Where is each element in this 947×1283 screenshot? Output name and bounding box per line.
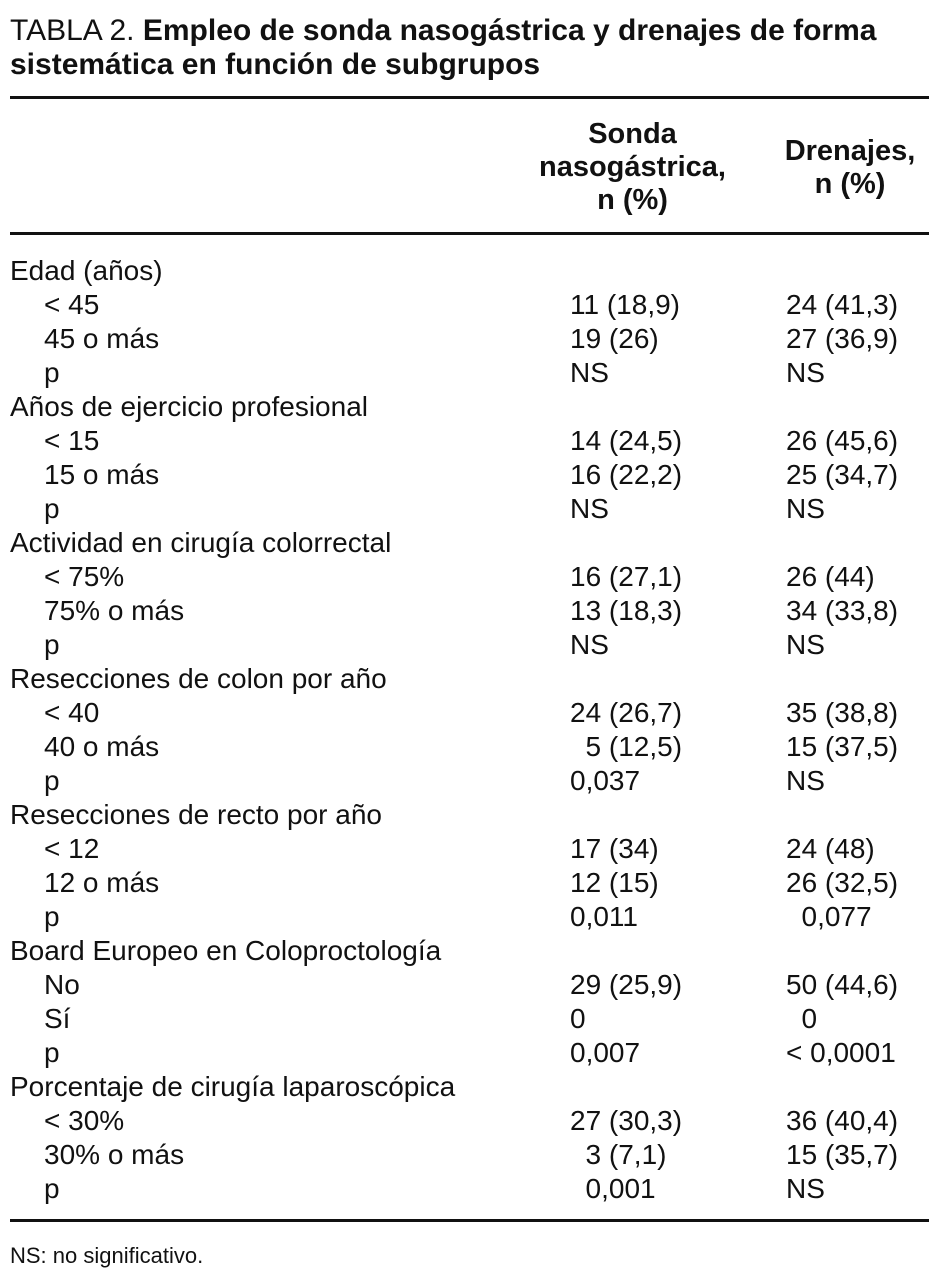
table-row [0, 458, 947, 492]
column-header-line: Drenajes, [784, 135, 916, 167]
cell-sonda: NS [570, 629, 609, 660]
cell-sonda: 0,007 [570, 1037, 641, 1068]
cell-sonda: 0,011 [570, 901, 638, 932]
row-label: Sí [44, 1003, 71, 1034]
cell-drenajes: 26 (44) [786, 561, 875, 592]
cell-drenajes: 26 (32,5) [786, 867, 899, 898]
group-header-row [0, 798, 947, 832]
cell-sonda: 27 (30,3) [570, 1105, 683, 1136]
cell-sonda: 11 (18,9) [570, 289, 680, 320]
row-label: 15 o más [44, 459, 160, 490]
table-row [0, 866, 947, 900]
column-header-line: Sonda [588, 118, 677, 150]
group-label: Porcentaje de cirugía laparoscópica [10, 1071, 456, 1102]
cell-drenajes: 25 (34,7) [786, 459, 899, 490]
row-label: < 12 [44, 833, 100, 864]
group-label: Actividad en cirugía colorrectal [10, 527, 392, 558]
row-label: < 45 [44, 289, 100, 320]
table-row [0, 696, 947, 730]
row-label: 45 o más [44, 323, 160, 354]
group-label: Años de ejercicio profesional [10, 391, 368, 422]
cell-drenajes: 50 (44,6) [786, 969, 899, 1000]
table-row [0, 288, 947, 322]
cell-drenajes: 15 (37,5) [786, 731, 899, 762]
cell-sonda: 13 (18,3) [570, 595, 683, 626]
column-header-line: n (%) [814, 168, 886, 200]
row-label: p [44, 765, 60, 796]
table-row [0, 832, 947, 866]
table-body [0, 254, 947, 1206]
group-label: Resecciones de recto por año [10, 799, 382, 830]
table-row [0, 356, 947, 390]
row-label: p [44, 357, 60, 388]
table-row [0, 594, 947, 628]
group-label: Board Europeo en Coloproctología [10, 935, 442, 966]
cell-drenajes: 0,077 [786, 901, 872, 932]
cell-drenajes: 0 [786, 1003, 818, 1034]
header-rule [10, 232, 929, 235]
table-row [0, 322, 947, 356]
cell-drenajes: NS [786, 357, 825, 388]
table-row [0, 1172, 947, 1206]
row-label: 30% o más [44, 1139, 185, 1170]
row-label: No [44, 969, 80, 1000]
cell-sonda: 0,037 [570, 765, 641, 796]
column-header-line: nasogástrica, [539, 151, 726, 183]
cell-drenajes: 27 (36,9) [786, 323, 899, 354]
cell-sonda: 0,001 [570, 1173, 656, 1204]
table-title [10, 14, 935, 82]
cell-drenajes: 36 (40,4) [786, 1105, 899, 1136]
cell-sonda: NS [570, 357, 609, 388]
footnote: NS: no significativo. [10, 1243, 204, 1268]
row-label: < 75% [44, 561, 125, 592]
table-number: TABLA 2. [10, 14, 135, 47]
row-label: 12 o más [44, 867, 160, 898]
cell-drenajes: 35 (38,8) [786, 697, 899, 728]
group-header-row [0, 254, 947, 288]
column-header-sonda [520, 118, 745, 217]
table-row [0, 1036, 947, 1070]
table-row [0, 1138, 947, 1172]
row-label: p [44, 901, 60, 932]
table-row [0, 730, 947, 764]
cell-drenajes: NS [786, 629, 825, 660]
column-header-drenajes [765, 135, 935, 201]
cell-sonda: 12 (15) [570, 867, 659, 898]
cell-sonda: 19 (26) [570, 323, 659, 354]
row-label: p [44, 629, 60, 660]
cell-sonda: 24 (26,7) [570, 697, 683, 728]
cell-sonda: 29 (25,9) [570, 969, 683, 1000]
cell-drenajes: 24 (48) [786, 833, 875, 864]
group-header-row [0, 1070, 947, 1104]
row-label: 75% o más [44, 595, 185, 626]
cell-drenajes: < 0,0001 [786, 1037, 896, 1068]
cell-drenajes: 15 (35,7) [786, 1139, 899, 1170]
top-rule [10, 96, 929, 99]
cell-sonda: 0 [570, 1003, 586, 1034]
cell-drenajes: NS [786, 1173, 825, 1204]
cell-sonda: NS [570, 493, 609, 524]
table-row [0, 628, 947, 662]
group-header-row [0, 662, 947, 696]
cell-drenajes: 34 (33,8) [786, 595, 899, 626]
group-header-row [0, 390, 947, 424]
table-row [0, 424, 947, 458]
table-row [0, 968, 947, 1002]
bottom-rule [10, 1219, 929, 1222]
table-row [0, 1002, 947, 1036]
group-label: Edad (años) [10, 255, 163, 286]
group-header-row [0, 526, 947, 560]
cell-sonda: 16 (22,2) [570, 459, 683, 490]
group-header-row [0, 934, 947, 968]
row-label: < 15 [44, 425, 100, 456]
group-label: Resecciones de colon por año [10, 663, 387, 694]
row-label: p [44, 1037, 60, 1068]
cell-sonda: 3 (7,1) [570, 1139, 667, 1170]
column-header-line: n (%) [597, 184, 668, 216]
table-caption: Empleo de sonda nasogástrica y drenajes de forma sistemática en función de subgrupos [10, 14, 877, 81]
cell-drenajes: NS [786, 493, 825, 524]
table-row [0, 492, 947, 526]
table-row [0, 560, 947, 594]
table-row [0, 900, 947, 934]
table-row [0, 764, 947, 798]
row-label: < 40 [44, 697, 100, 728]
cell-sonda: 17 (34) [570, 833, 659, 864]
row-label: < 30% [44, 1105, 125, 1136]
cell-sonda: 5 (12,5) [570, 731, 683, 762]
cell-drenajes: 26 (45,6) [786, 425, 899, 456]
row-label: p [44, 1173, 60, 1204]
row-label: p [44, 493, 60, 524]
cell-drenajes: 24 (41,3) [786, 289, 899, 320]
cell-drenajes: NS [786, 765, 825, 796]
table-row [0, 1104, 947, 1138]
cell-sonda: 16 (27,1) [570, 561, 683, 592]
cell-sonda: 14 (24,5) [570, 425, 683, 456]
row-label: 40 o más [44, 731, 160, 762]
